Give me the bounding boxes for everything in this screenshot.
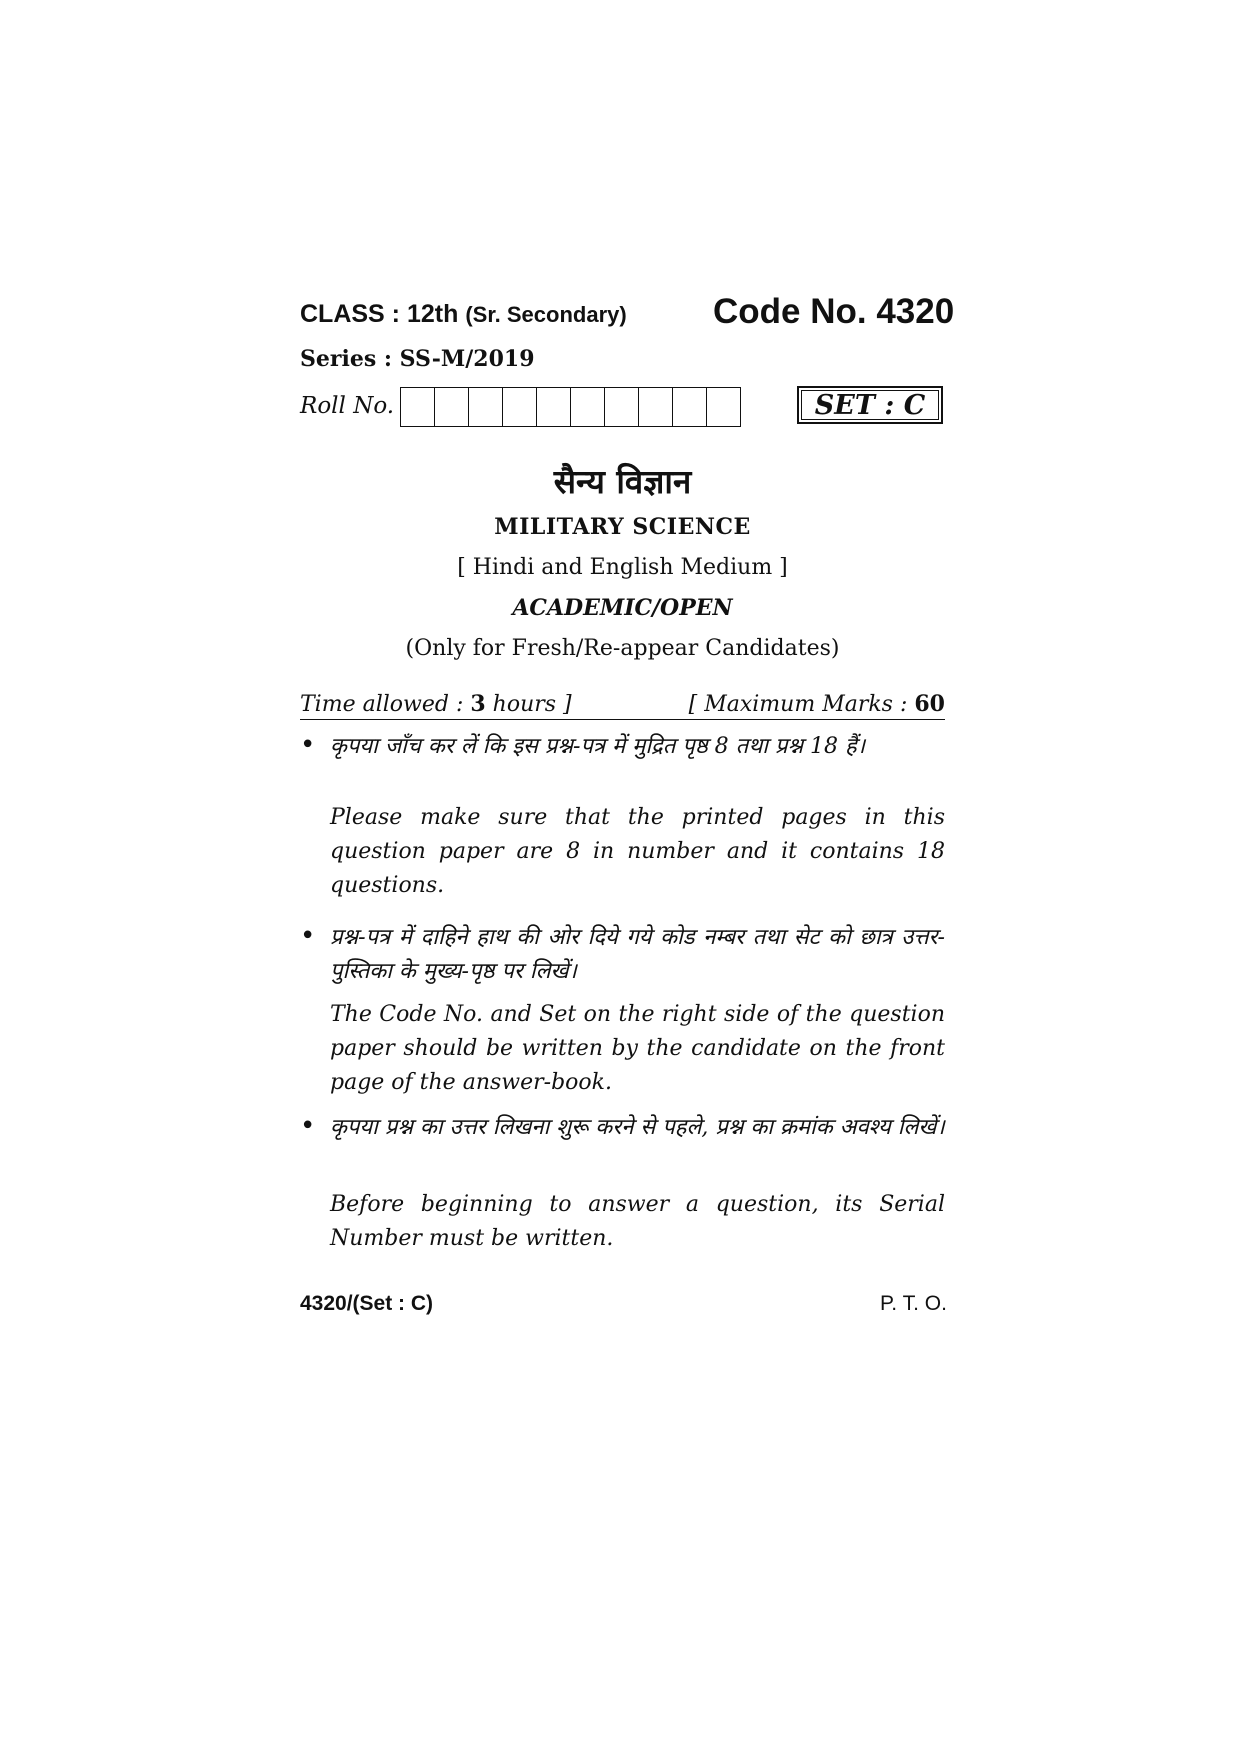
bullet-icon: • <box>300 730 316 760</box>
roll-no-boxes[interactable] <box>400 387 741 427</box>
footer-pto: P. T. O. <box>880 1292 947 1315</box>
instruction-english: Please make sure that the printed pages in this question paper are 8 in number and it contains 18 questions. <box>330 805 945 898</box>
instruction-english: The Code No. and Set on the right side of the question paper should be written by the candidate on the front page of the answer-book. <box>330 1002 945 1095</box>
roll-no-label: Roll No. <box>300 393 395 419</box>
roll-digit-box[interactable] <box>537 388 571 426</box>
roll-digit-box[interactable] <box>707 388 741 426</box>
roll-digit-box[interactable] <box>571 388 605 426</box>
code-number: Code No. 4320 <box>713 292 955 331</box>
set-badge: SET : C <box>797 386 943 424</box>
roll-digit-box[interactable] <box>469 388 503 426</box>
divider <box>300 719 945 720</box>
bullet-icon: • <box>300 921 316 951</box>
roll-digit-box[interactable] <box>673 388 707 426</box>
instruction-hindi: प्रश्न-पत्र में दाहिने हाथ की ओर दिये गये कोड नम्बर तथा सेट को छात्र उत्तर-पुस्तिका के मुख्य-पृष्ठ पर लिखें। <box>330 925 945 984</box>
instruction-item <box>300 1111 945 1261</box>
time-allowed: Time allowed : 3 hours ] <box>300 691 572 717</box>
bullet-icon: • <box>300 1111 316 1141</box>
series-label: Series : SS-M/2019 <box>300 346 535 372</box>
medium-label: [ Hindi and English Medium ] <box>457 555 788 580</box>
time-marks-row <box>300 691 945 717</box>
instruction-english: Before beginning to answer a question, its Serial Number must be written. <box>330 1192 945 1251</box>
candidates-label: (Only for Fresh/Re-appear Candidates) <box>405 636 840 661</box>
roll-digit-box[interactable] <box>435 388 469 426</box>
instruction-hindi: कृपया जाँच कर लें कि इस प्रश्न-पत्र में मुद्रित पृष्ठ 8 तथा प्रश्न 18 हैं। <box>330 734 866 759</box>
footer-code-set: 4320/(Set : C) <box>300 1292 434 1315</box>
subject-title-english: MILITARY SCIENCE <box>494 514 751 540</box>
roll-digit-box[interactable] <box>639 388 673 426</box>
instruction-item <box>300 730 945 910</box>
instruction-item <box>300 921 945 1101</box>
subject-title-hindi: सैन्य विज्ञान <box>553 462 692 501</box>
category-label: ACADEMIC/OPEN <box>512 595 733 621</box>
maximum-marks: [ Maximum Marks : 60 <box>688 691 945 717</box>
roll-digit-box[interactable] <box>503 388 537 426</box>
roll-digit-box[interactable] <box>401 388 435 426</box>
instruction-hindi: कृपया प्रश्न का उत्तर लिखना शुरू करने से पहले, प्रश्न का क्रमांक अवश्य लिखें। <box>330 1115 945 1140</box>
class-label: CLASS : 12th (Sr. Secondary) <box>300 300 627 328</box>
roll-digit-box[interactable] <box>605 388 639 426</box>
